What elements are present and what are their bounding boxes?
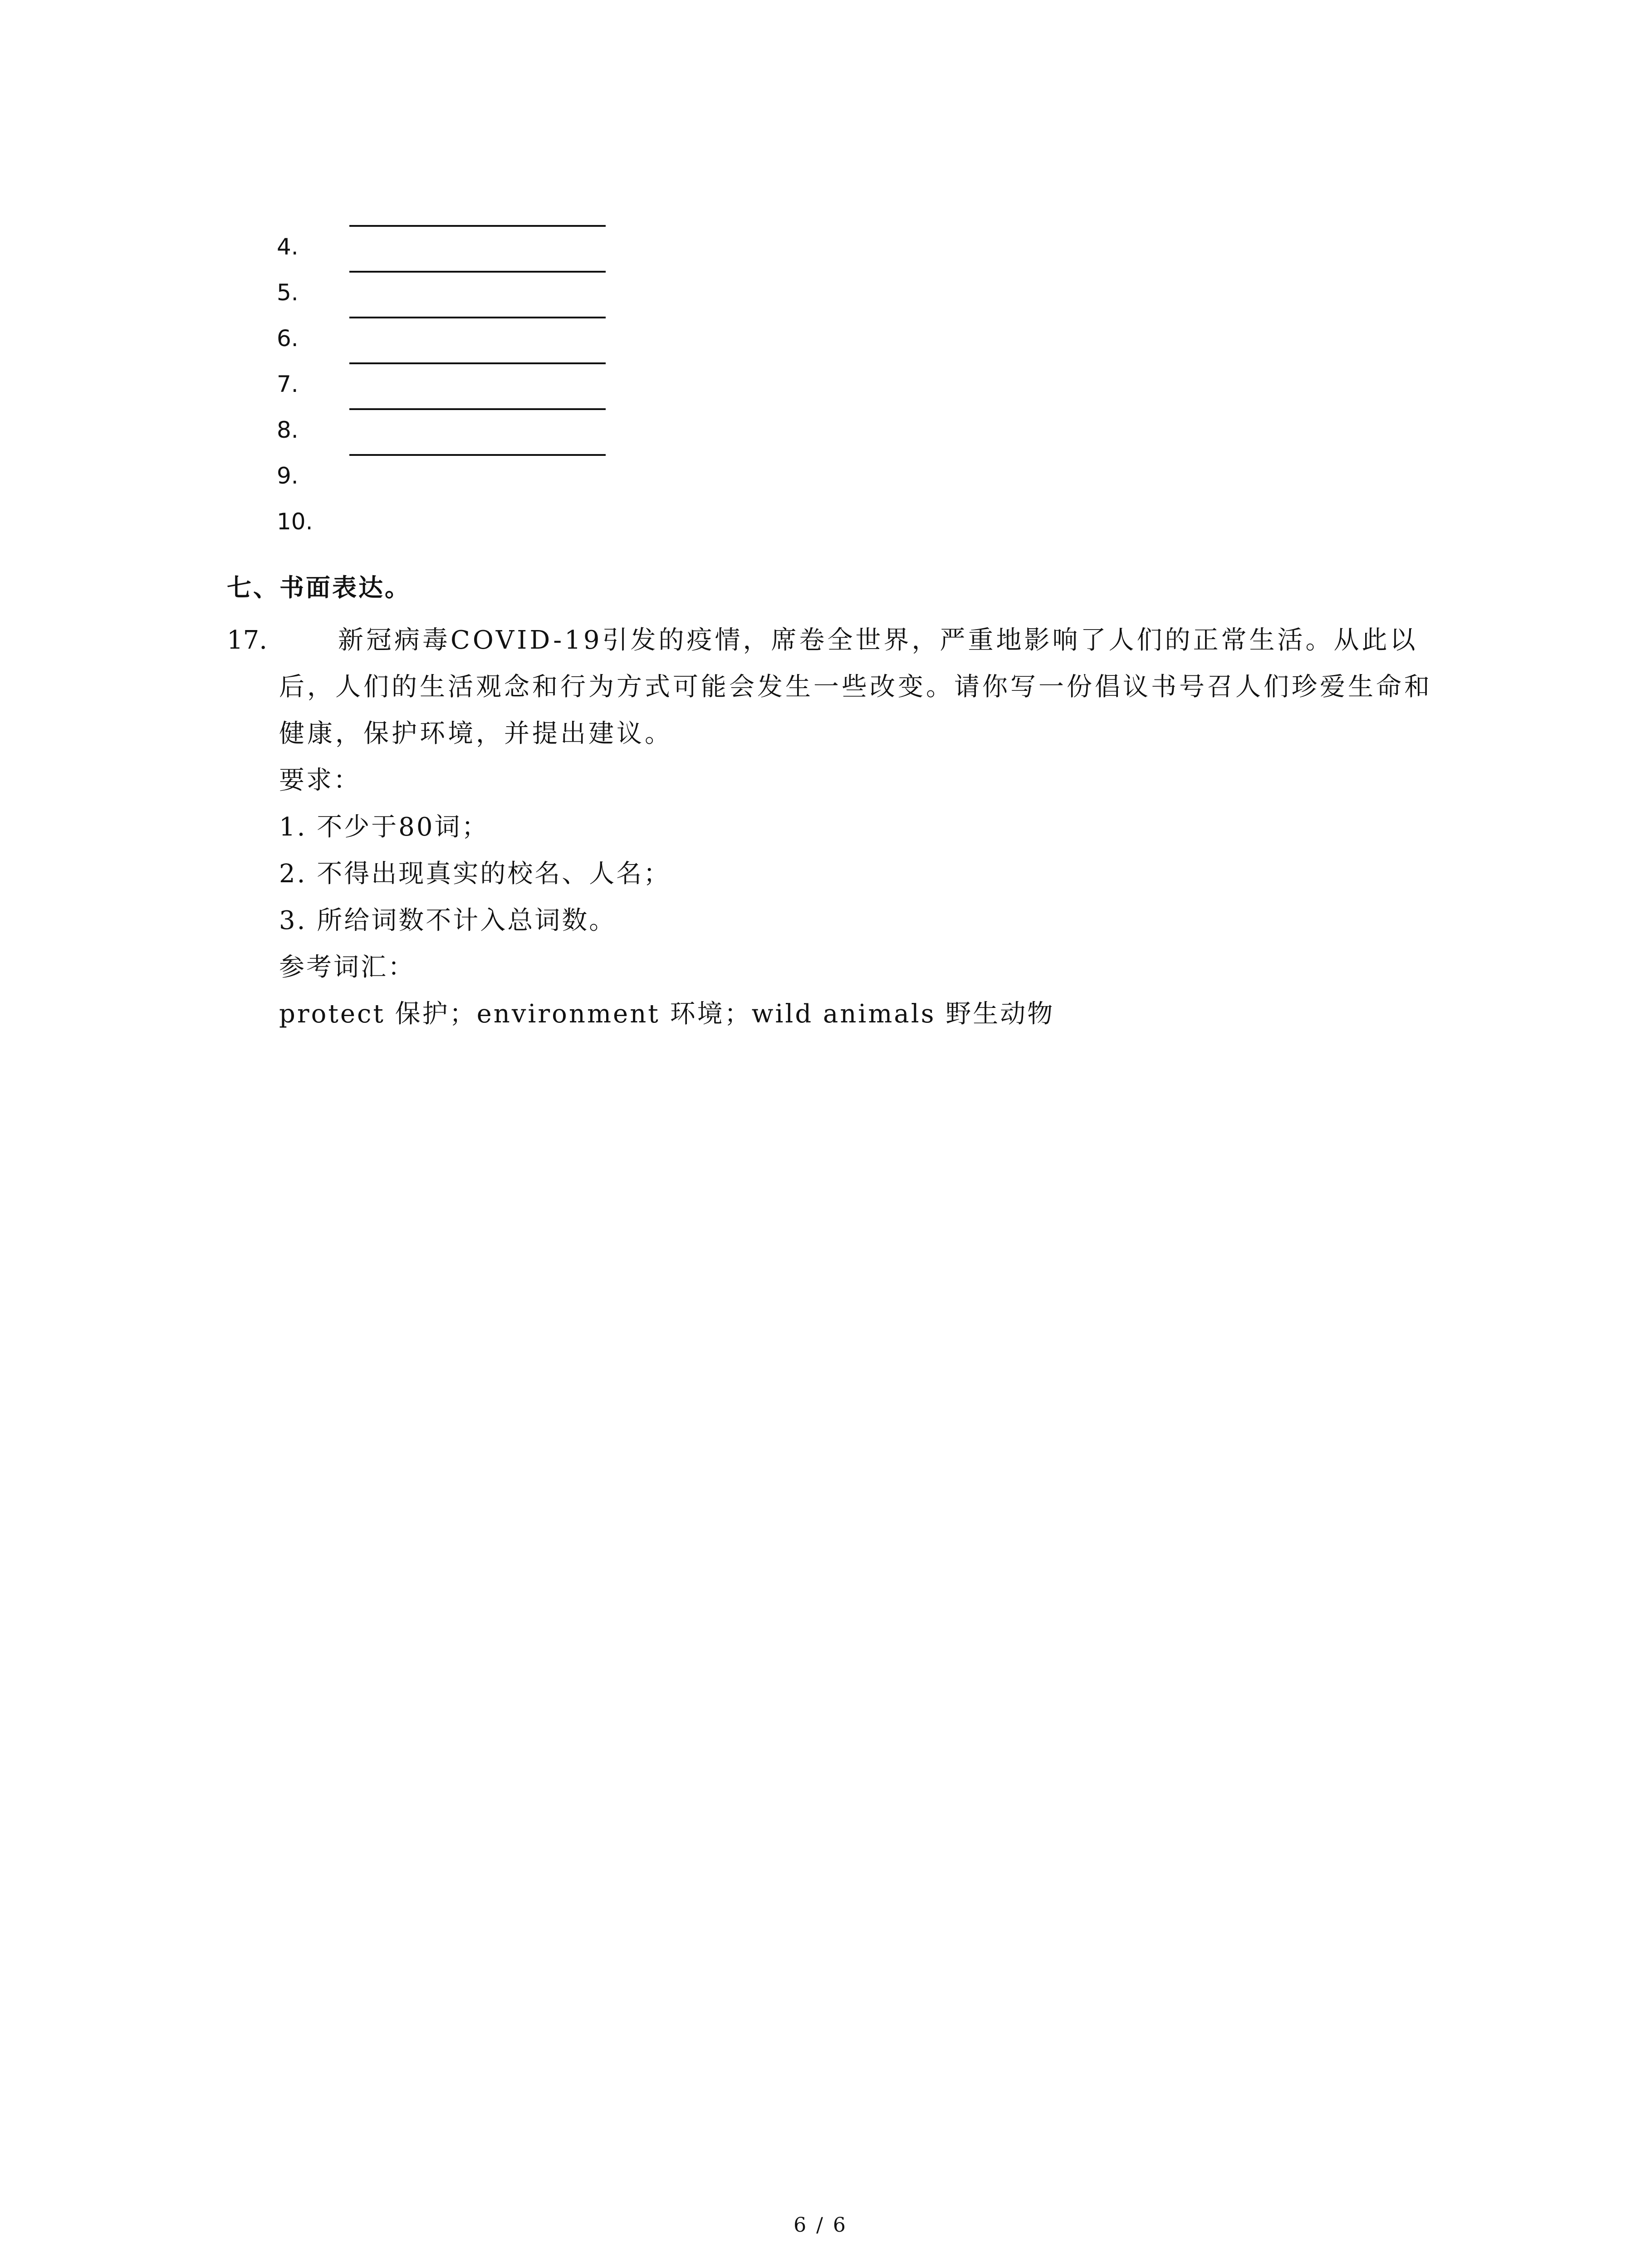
section-heading: 七、书面表达。 — [227, 573, 411, 602]
vocabulary-list: protect 保护；environment 环境；wild animals 野生动物 — [279, 999, 1055, 1029]
answer-blank-row — [277, 442, 640, 488]
blank-number: 10. — [277, 508, 313, 535]
requirements-label: 要求： — [279, 766, 361, 795]
answer-blank-line[interactable] — [349, 317, 606, 318]
answer-blank-row — [277, 305, 640, 351]
question-number: 17. — [227, 626, 268, 655]
question-block — [227, 617, 1452, 1037]
blank-number: 8. — [277, 417, 299, 443]
page-number: 6 / 6 — [794, 2214, 847, 2237]
answer-blank-row — [277, 259, 640, 305]
answer-blank-row — [277, 488, 640, 534]
requirement-item: 1. 不少于80词； — [279, 812, 489, 842]
requirement-item: 3. 所给词数不计入总词数。 — [279, 906, 617, 935]
answer-blank-line[interactable] — [349, 454, 606, 456]
answer-blanks — [277, 213, 640, 534]
blank-number: 9. — [277, 463, 299, 489]
blank-number: 7. — [277, 371, 299, 397]
answer-blank-row — [277, 351, 640, 396]
answer-blank-line[interactable] — [349, 408, 606, 410]
answer-blank-line[interactable] — [349, 225, 606, 227]
blank-number: 5. — [277, 279, 299, 306]
blank-number: 6. — [277, 325, 299, 352]
answer-blank-row — [277, 396, 640, 442]
blank-number: 4. — [277, 234, 299, 260]
answer-blank-row — [277, 213, 640, 259]
requirement-item: 2. 不得出现真实的校名、人名； — [279, 859, 671, 889]
question-prompt: 新冠病毒COVID-19引发的疫情，席卷全世界，严重地影响了人们的正常生活。从此以后，人们的生活观念和行为方式可能会发生一些改变。请你写一份倡议书号召人们珍爱生命和健康，保护环境，并提出建议。 — [279, 626, 1432, 748]
answer-blank-line[interactable] — [349, 271, 606, 273]
vocabulary-label: 参考词汇： — [279, 953, 415, 982]
answer-blank-line[interactable] — [349, 362, 606, 364]
